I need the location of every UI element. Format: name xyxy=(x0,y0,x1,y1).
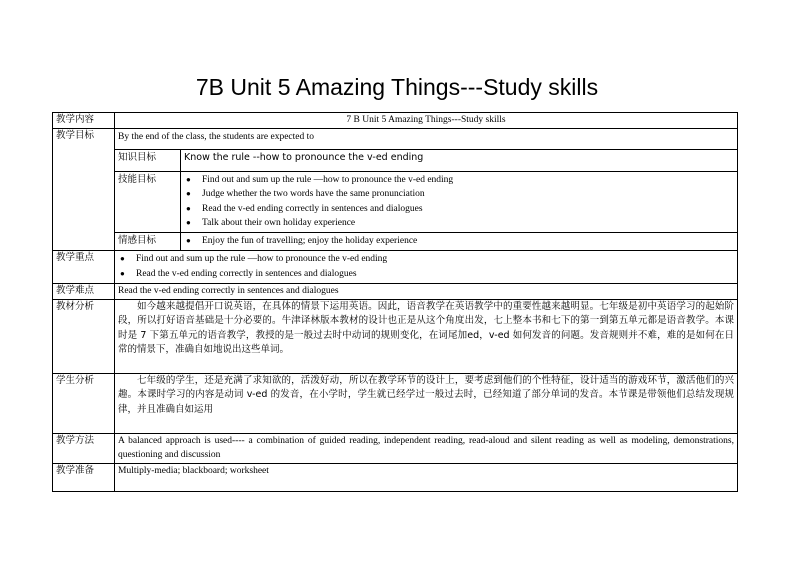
label-key-points: 教学重点 xyxy=(53,251,115,284)
list-item: ● Talk about their own holiday experience xyxy=(184,216,734,231)
goal-knowledge-label: 知识目标 xyxy=(115,149,181,171)
key-points-list xyxy=(118,252,734,281)
row-difficulty xyxy=(53,284,738,300)
list-item: ● Read the v-ed ending correctly in sentences and dialogues xyxy=(184,202,734,217)
list-item: ● Enjoy the fun of travelling; enjoy the holiday experience xyxy=(184,234,734,249)
label-goals: 教学目标 xyxy=(53,128,115,251)
row-goals xyxy=(53,128,738,251)
goal-emotion-list xyxy=(184,234,734,249)
goal-skills-label: 技能目标 xyxy=(115,171,181,232)
document-title: 7B Unit 5 Amazing Things---Study skills xyxy=(195,74,599,100)
goal-emotion-label: 情感目标 xyxy=(115,232,181,250)
goal-knowledge-row xyxy=(115,149,737,171)
row-key-points xyxy=(53,251,738,284)
label-methods: 教学方法 xyxy=(53,433,115,463)
value-methods: A balanced approach is used---- a combination of guided reading, independent reading, read-aloud and silent reading as well as modeling, demonstrations, questioning and discussion xyxy=(115,433,738,463)
value-preparation: Multiply-media; blackboard; worksheet xyxy=(115,463,738,491)
row-preparation xyxy=(53,463,738,491)
value-difficulty: Read the v-ed ending correctly in sentences and dialogues xyxy=(115,284,738,300)
list-item: ● Read the v-ed ending correctly in sentences and dialogues xyxy=(118,267,734,282)
goals-subtable xyxy=(115,149,737,251)
goal-knowledge-value: Know the rule --how to pronounce the v-ed ending xyxy=(181,149,738,171)
row-students xyxy=(53,373,738,433)
label-difficulty: 教学难点 xyxy=(53,284,115,300)
goals-cell xyxy=(115,128,738,251)
list-item: ● Find out and sum up the rule —how to pronounce the v-ed ending xyxy=(184,173,734,188)
row-content xyxy=(53,113,738,129)
goal-skills-row xyxy=(115,171,737,232)
list-item: ● Find out and sum up the rule —how to pronounce the v-ed ending xyxy=(118,252,734,267)
label-material: 教材分析 xyxy=(53,299,115,373)
lesson-plan-table xyxy=(52,112,738,492)
goal-skills-list xyxy=(184,173,734,231)
goals-intro: By the end of the class, the students are expected to xyxy=(118,131,315,142)
label-content: 教学内容 xyxy=(53,113,115,129)
label-preparation: 教学准备 xyxy=(53,463,115,491)
row-material xyxy=(53,299,738,373)
list-item: ● Judge whether the two words have the same pronunciation xyxy=(184,187,734,202)
value-students: 七年级的学生，还是充满了求知欲的，活泼好动，所以在教学环节的设计上，要考虑到他们的个性特征，设计适当的游戏环节，激活他们的兴趣。本课时学习的内容是动词 v-ed 的发音，在小学时，学生就已经学过一般过去时，已经知道了部分单词的发音。本节课是带领他们总结发现规律，并且准确自如运用 xyxy=(115,373,738,433)
goal-emotion-row xyxy=(115,232,737,250)
value-material: 如今越来越提倡开口说英语，在具体的情景下运用英语。因此，语音教学在英语教学中的重要性越来越明显。七年级是初中英语学习的起始阶段，所以打好语音基础是十分必要的。牛津译林版本教材的设计也正是从这个角度出发，七上整本书和七下的第一到第五单元都是语音教学。本课时是 7 下第五单元的语音教学，教授的是一般过去时中动词的规则变化，在词尾加ed，v-ed 如何发音的问题。发音规则并不难，难的是如何在日常的情景下，准确自如地说出这些单词。 xyxy=(115,299,738,373)
value-content: 7 B Unit 5 Amazing Things---Study skills xyxy=(115,113,738,129)
label-students: 学生分析 xyxy=(53,373,115,433)
row-methods xyxy=(53,433,738,463)
